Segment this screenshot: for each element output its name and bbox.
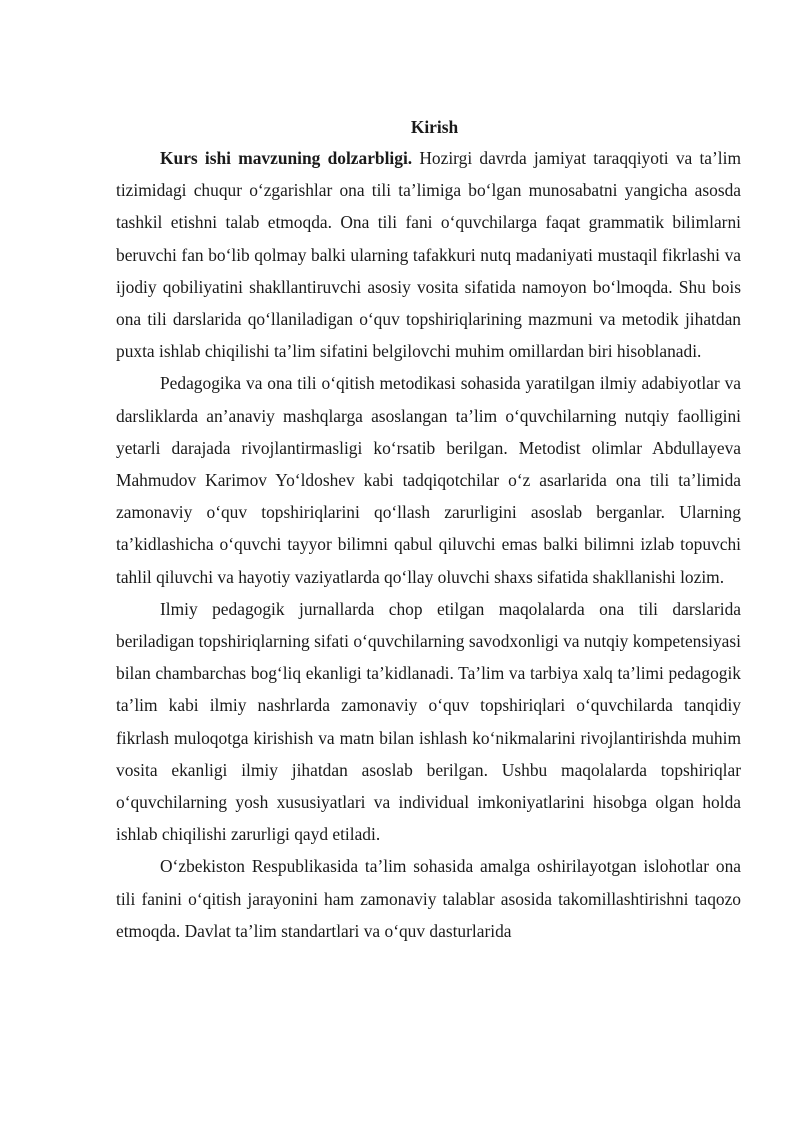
paragraph-text: Hozirgi davrda jamiyat taraqqiyoti va ta’lim tizimidagi chuqur o‘zgarishlar ona tili ta’limiga bo‘lgan munosabatni yangicha asosda tashkil etishni talab etmoqda. Ona tili fani o‘quvchilarga faqat grammatik bilimlarni beruvchi fan bo‘lib qolmay balki ularning tafakkuri nutq madaniyati mustaqil fikrlashi va ijodiy qobiliyatini shakllantiruvchi asosiy vosita sifatida namoyon bo‘lmoqda. Shu bois ona tili darslarida qo‘llaniladigan o‘quv topshiriqlarining mazmuni va metodik jihatdan puxta ishlab chiqilishi ta’lim sifatini belgilovchi muhim omillardan biri hisoblanadi. <box>116 148 741 362</box>
paragraph-relevance <box>116 142 741 367</box>
document-body <box>116 112 741 947</box>
paragraph-lead: Kurs ishi mavzuning dolzarbligi. <box>160 148 413 168</box>
section-title: Kirish <box>410 117 459 137</box>
paragraph-literature: Pedagogika va ona tili o‘qitish metodikasi sohasida yaratilgan ilmiy adabiyotlar va darsliklarda an’anaviy mashqlarga asoslangan ta’lim o‘quvchilarning nutqiy faolligini yetarli darajada rivojlantirmasligi ko‘rsatib berilgan. Metodist olimlar Abdullayeva Mahmudov Karimov Yo‘ldoshev kabi tadqiqotchilar o‘z asarlarida ona tili ta’limida zamonaviy o‘quv topshiriqlarini qo‘llash zarurligini asoslab berganlar. Ularning ta’kidlashicha o‘quvchi tayyor bilimni qabul qiluvchi emas balki bilimni izlab topuvchi tahlil qiluvchi va hayotiy vaziyatlarda qo‘llay oluvchi shaxs sifatida shakllanishi lozim. <box>116 373 741 587</box>
paragraph-reforms: O‘zbekiston Respublikasida ta’lim sohasida amalga oshirilayotgan islohotlar ona tili fanini o‘qitish jarayonini ham zamonaviy talablar asosida takomillashtirishni taqozo etmoqda. Davlat ta’lim standartlari va o‘quv dasturlarida <box>116 856 741 941</box>
paragraph-journals: Ilmiy pedagogik jurnallarda chop etilgan maqolalarda ona tili darslarida beriladigan topshiriqlarning sifati o‘quvchilarning savodxonligi va nutqiy kompetensiyasi bilan chambarchas bog‘liq ekanligi ta’kidlanadi. Ta’lim va tarbiya xalq ta’limi pedagogik ta’lim kabi ilmiy nashrlarda zamonaviy o‘quv topshiriqlari o‘quvchilarda tanqidiy fikrlash muloqotga kirishish va matn bilan ishlash ko‘nikmalarini rivojlantirishda muhim vosita ekanligi ilmiy jihatdan asoslab berilgan. Ushbu maqolalarda topshiriqlar o‘quvchilarning yosh xususiyatlari va individual imkoniyatlarini hisobga olgan holda ishlab chiqilishi zarurligi qayd etiladi. <box>116 598 741 845</box>
